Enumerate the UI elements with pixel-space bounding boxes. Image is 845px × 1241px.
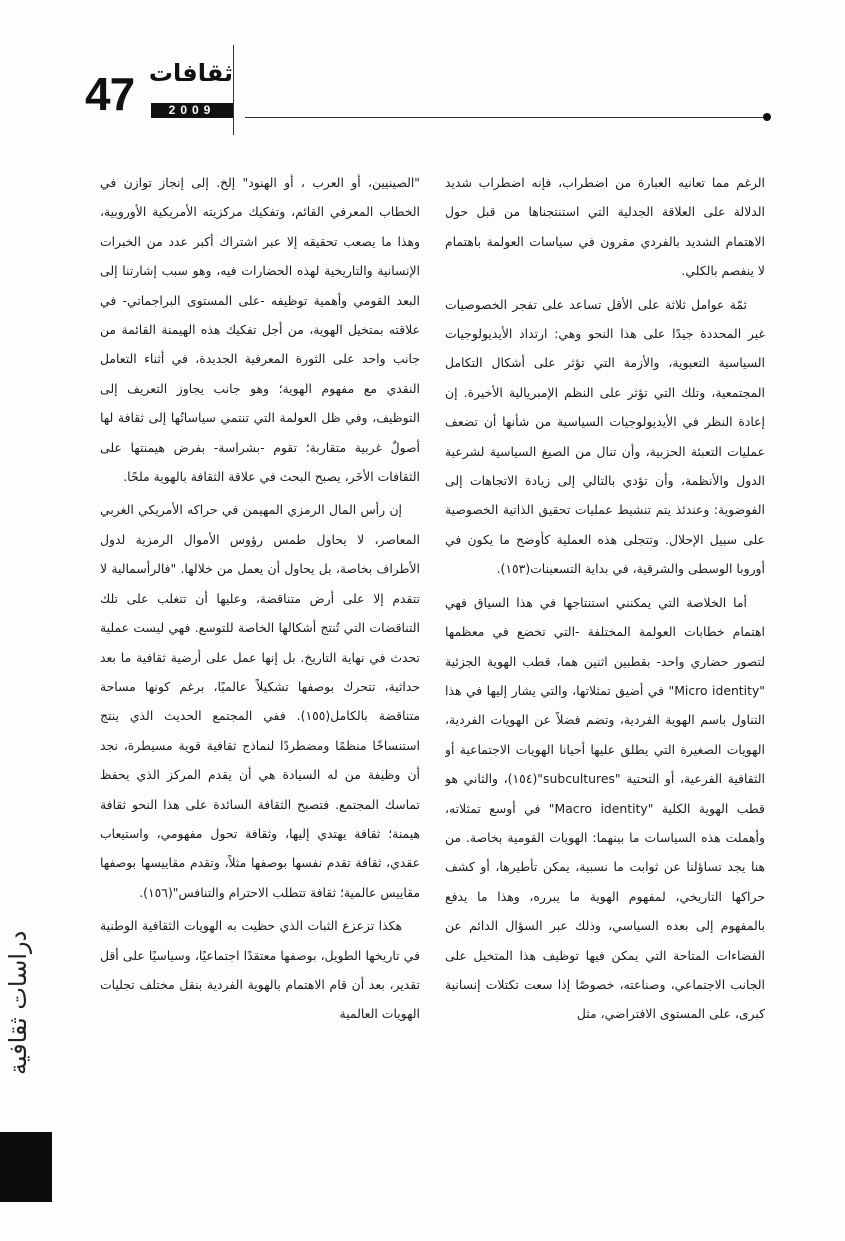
paragraph: الرغم مما تعانيه العبارة من اضطراب، فإنه اضطراب شديد الدلالة على العلاقة الجدلية التي استنتجناها من قبل حول الاهتمام الشديد بالفردي مقرون في سياسات العولمة باهتمام لا ينفصم بالكلي. [445,175,765,279]
magazine-name: ثقافات [148,59,233,87]
header-vertical-rule [233,45,234,135]
magazine-logo [148,59,251,119]
page-header [85,45,775,135]
paragraph: هكذا تزعزع الثبات الذي حظيت به الهويات الثقافية الوطنية في تاريخها الطويل، بوصفها معتقدًا اجتماعيًا، وسياسيًا على أقل تقدير، بعد أن قام الاهتمام بالهوية الفردية بنقل مختلف تجليات الهويات العالمية [100,918,420,1022]
header-horizontal-rule [245,117,765,118]
section-label: دراسات ثقافية [4,930,32,1075]
paragraph: ثمّة عوامل ثلاثة على الأقل تساعد على تفجر الخصوصيات غير المحددة جيدًا على هذا النحو وهي: ارتداد الأيديولوجيات السياسية التعبوية، والأزمة التي تؤثر على أشكال التكامل المجتمعية، وتلك التي تؤثر على النظم الإمبريالية الأخيرة. إن إعادة النظر في الأيديولوجيات السياسية من شأنها أن تضعف عمليات التعبئة الحزبية، وأن تنال من الصيغ السياسية لشرعية الدول والأنظمة، وأن تؤدي بالتالي إلى زيادة الاتجاهات إلى الفوضوية: وعندئذ يتم تنشيط عمليات تحقيق الذاتية الخصوصية على سبيل الإحلال. وتتجلى هذه العملية كأوضح ما يكون في أوروبا الوسطى والشرقية، في بداية التسعينات(١٥٣). [445,296,765,577]
paragraph: إن رأس المال الرمزي المهيمن في حراكه الأمريكي الغربي المعاصر، لا يحاول طمس رؤوس الأموال الرمزية لدول الأطراف بخاصة، بل يحاول أن يعمل من خلالها. "فالرأسمالية لا تتقدم إلا على أرض متناقضة، وعليها أن تتغلب على تلك التناقضات التي تُنتج أشكالها الخاصة للتوسع. فهي ليست عملية تحدث في نهاية التاريخ. بل إنها عمل على أرضية ثقافية ما بعد حداثية، تتحرك بوصفها تشكيلاً عالميًا، برغم كونها مساحة متناقضة بالكامل(١٥٥). ففي المجتمع الحديث الذي ينتج استنساخًا منظمًا ومضطردًا لنماذج ثقافية قوية مسيطرة، نجد أن وظيفة من له السيادة هي أن يقدم المركز الذي يحفظ تماسك المجتمع. فتصبح الثقافة السائدة على هذا النحو ثقافة هيمنة؛ ثقافة يهتدي إليها، وثقافة تحول مفهومي، واستيعاب عقدي، ثقافة تقدم نفسها بوصفها مثلاً، وتقدم مقاييسها بوصفها مقاييس عالمية؛ ثقافة تتطلب الاحترام والتنافس"(١٥٦). [100,502,420,900]
article-body [100,168,765,1168]
text-column-right [445,168,765,1168]
text-column-left [100,168,420,1168]
section-marker-bar [0,1132,52,1202]
header-rule-dot [763,113,771,121]
page-number: 47 [85,68,135,120]
issue-year: 2009 [151,103,233,118]
paragraph: أما الخلاصة التي يمكنني استنتاجها في هذا السياق فهي اهتمام خطابات العولمة المختلفة -التي تخضع في معظمها لتصور حضاري واحد- بقطبين اثنين هما، قطب الهوية الجزئية "Micro identity" في أضيق تمثلاتها، والتي يشار إليها في هذا التناول باسم الهوية الفردية، وتضم فضلاً عن الهويات الفردية، الهويات الصغيرة التي يطلق عليها أحيانا الهويات الاجتماعية أو الثقافية الفرعية، أو التحتية "subcultures"(١٥٤)، والثاني هو قطب الهوية الكلية "Macro identity" في أوسع تمثلاته، وأهملت هذه السياسات ما بينهما: الهويات القومية بخاصة. من هنا يجد تساؤلنا عن ثوابت ما نسبية، يمكن تأطيرها، أو كشف حراكها التاريخي، لمفهوم الهوية ما يبرره، وهذا ما يدفع بالمفهوم إلى بعده السياسي، وذلك عبر السؤال الدائم عن الفضاءات المتاحة التي يمكن فيها توظيف هذا المتخيل على الجانب الاجتماعي، وصناعته، خصوصًا إذا سعت تكتلات إنسانية كبرى، على المستوى الافتراضي، مثل [445,594,765,1022]
paragraph: "الصينيين، أو العرب ، أو الهنود" إلخ. إلى إنجاز توازن في الخطاب المعرفي القائم، وتفكيك مركزيته الأمريكية الأوروبية، وهذا ما يصعب تحقيقه إلا عبر اشتراك أكبر عدد من الخبرات الإنسانية والتاريخية لهذه الحضارات فيه، وهو سبب إشارتنا إلى البعد القومي وأهمية توظيفه -على المستوى البراجماتي- في علاقته بمتخيل الهوية، من أجل تفكيك هذه الهيمنة القائمة من جانب واحد على الثورة المعرفية الجديدة، في أثناء التعامل النقدي مع مفهوم الهوية؛ وهو جانب يجاوز التعريف إلى التوظيف، وفي ظل العولمة التي تنتمي سياساتُها إلى ثقافة لها أصولٌ غربية متقاربة؛ تقوم -بشراسة- بفرض هيمنتها على الثقافات الأخَر، يصبح البحث في علاقة الثقافة بالهوية ملحًا. [100,175,420,485]
